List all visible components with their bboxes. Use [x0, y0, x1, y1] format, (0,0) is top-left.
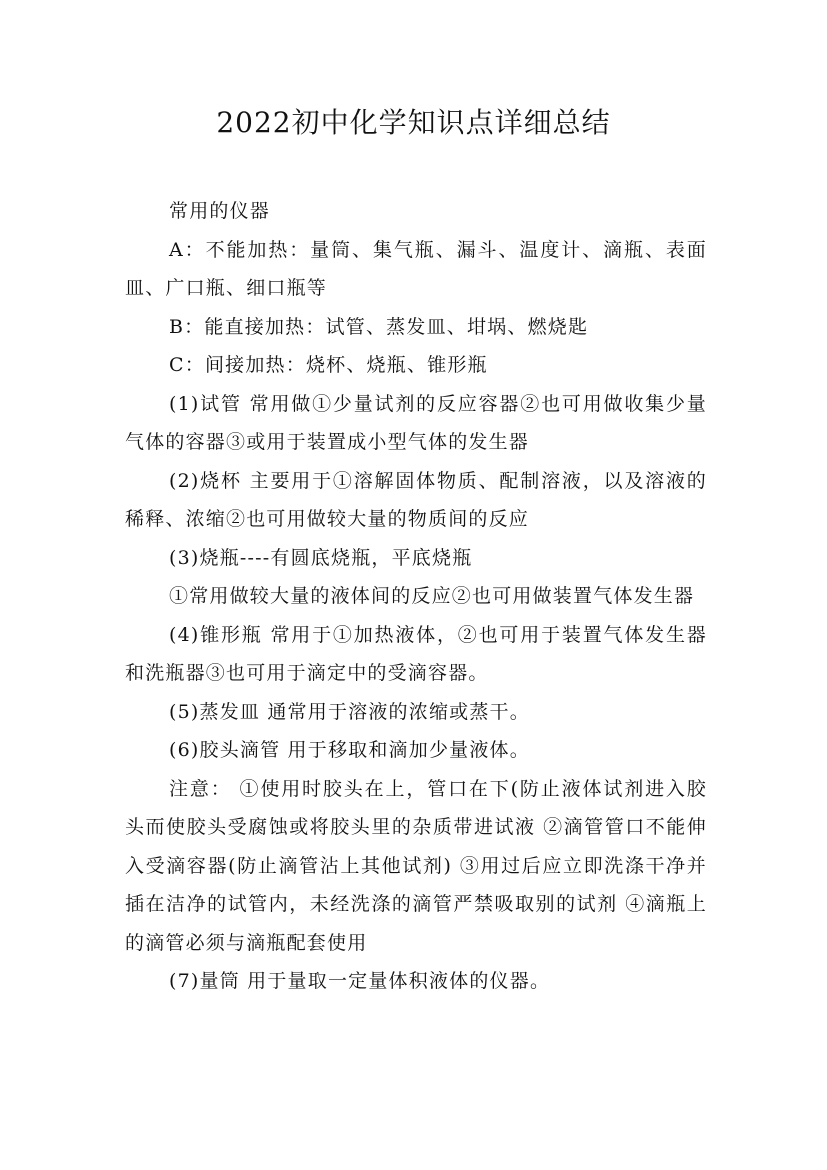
paragraph-direct-heating: B：能直接加热：试管、蒸发皿、坩埚、燃烧匙 [169, 315, 589, 338]
document-body [125, 192, 707, 1001]
paragraph-not-heatable: A：不能加热：量筒、集气瓶、漏斗、温度计、滴瓶、表面皿、广口瓶、细口瓶等 [125, 238, 707, 299]
document-title: 2022初中化学知识点详细总结 [216, 106, 611, 139]
paragraph-beaker: (2)烧杯 主要用于①溶解固体物质、配制溶液，以及溶液的稀释、浓缩②也可用做较大量的物质间的反应 [125, 469, 707, 530]
paragraph-dropper: (6)胶头滴管 用于移取和滴加少量液体。 [169, 739, 530, 761]
paragraph-flask: (3)烧瓶----有圆底烧瓶，平底烧瓶 [169, 546, 473, 569]
paragraph-flask-uses: ①常用做较大量的液体间的反应②也可用做装置气体发生器 [169, 585, 695, 607]
paragraph-evaporating-dish: (5)蒸发皿 通常用于溶液的浓缩或蒸干。 [169, 700, 530, 723]
paragraph-instruments-heading: 常用的仪器 [169, 200, 271, 222]
paragraph-dropper-notes: 注意： ①使用时胶头在上，管口在下(防止液体试剂进入胶头而使胶头受腐蚀或将胶头里的杂质带进试液 ②滴管管口不能伸入受滴容器(防止滴管沾上其他试剂) ③用过后应立即洗涤干净并插在洁净的试管内，未经洗涤的滴管严禁吸取别的试剂 ④滴瓶上的滴管必须与滴瓶配套使用 [125, 777, 707, 954]
paragraph-graduated-cylinder: (7)量筒 用于量取一定量体积液体的仪器。 [169, 970, 551, 992]
paragraph-indirect-heating: C：间接加热：烧杯、烧瓶、锥形瓶 [169, 354, 488, 376]
paragraph-test-tube: (1)试管 常用做①少量试剂的反应容器②也可用做收集少量气体的容器③或用于装置成小型气体的发生器 [125, 392, 707, 453]
paragraph-conical-flask: (4)锥形瓶 常用于①加热液体，②也可用于装置气体发生器和洗瓶器③也可用于滴定中的受滴容器。 [125, 623, 707, 684]
